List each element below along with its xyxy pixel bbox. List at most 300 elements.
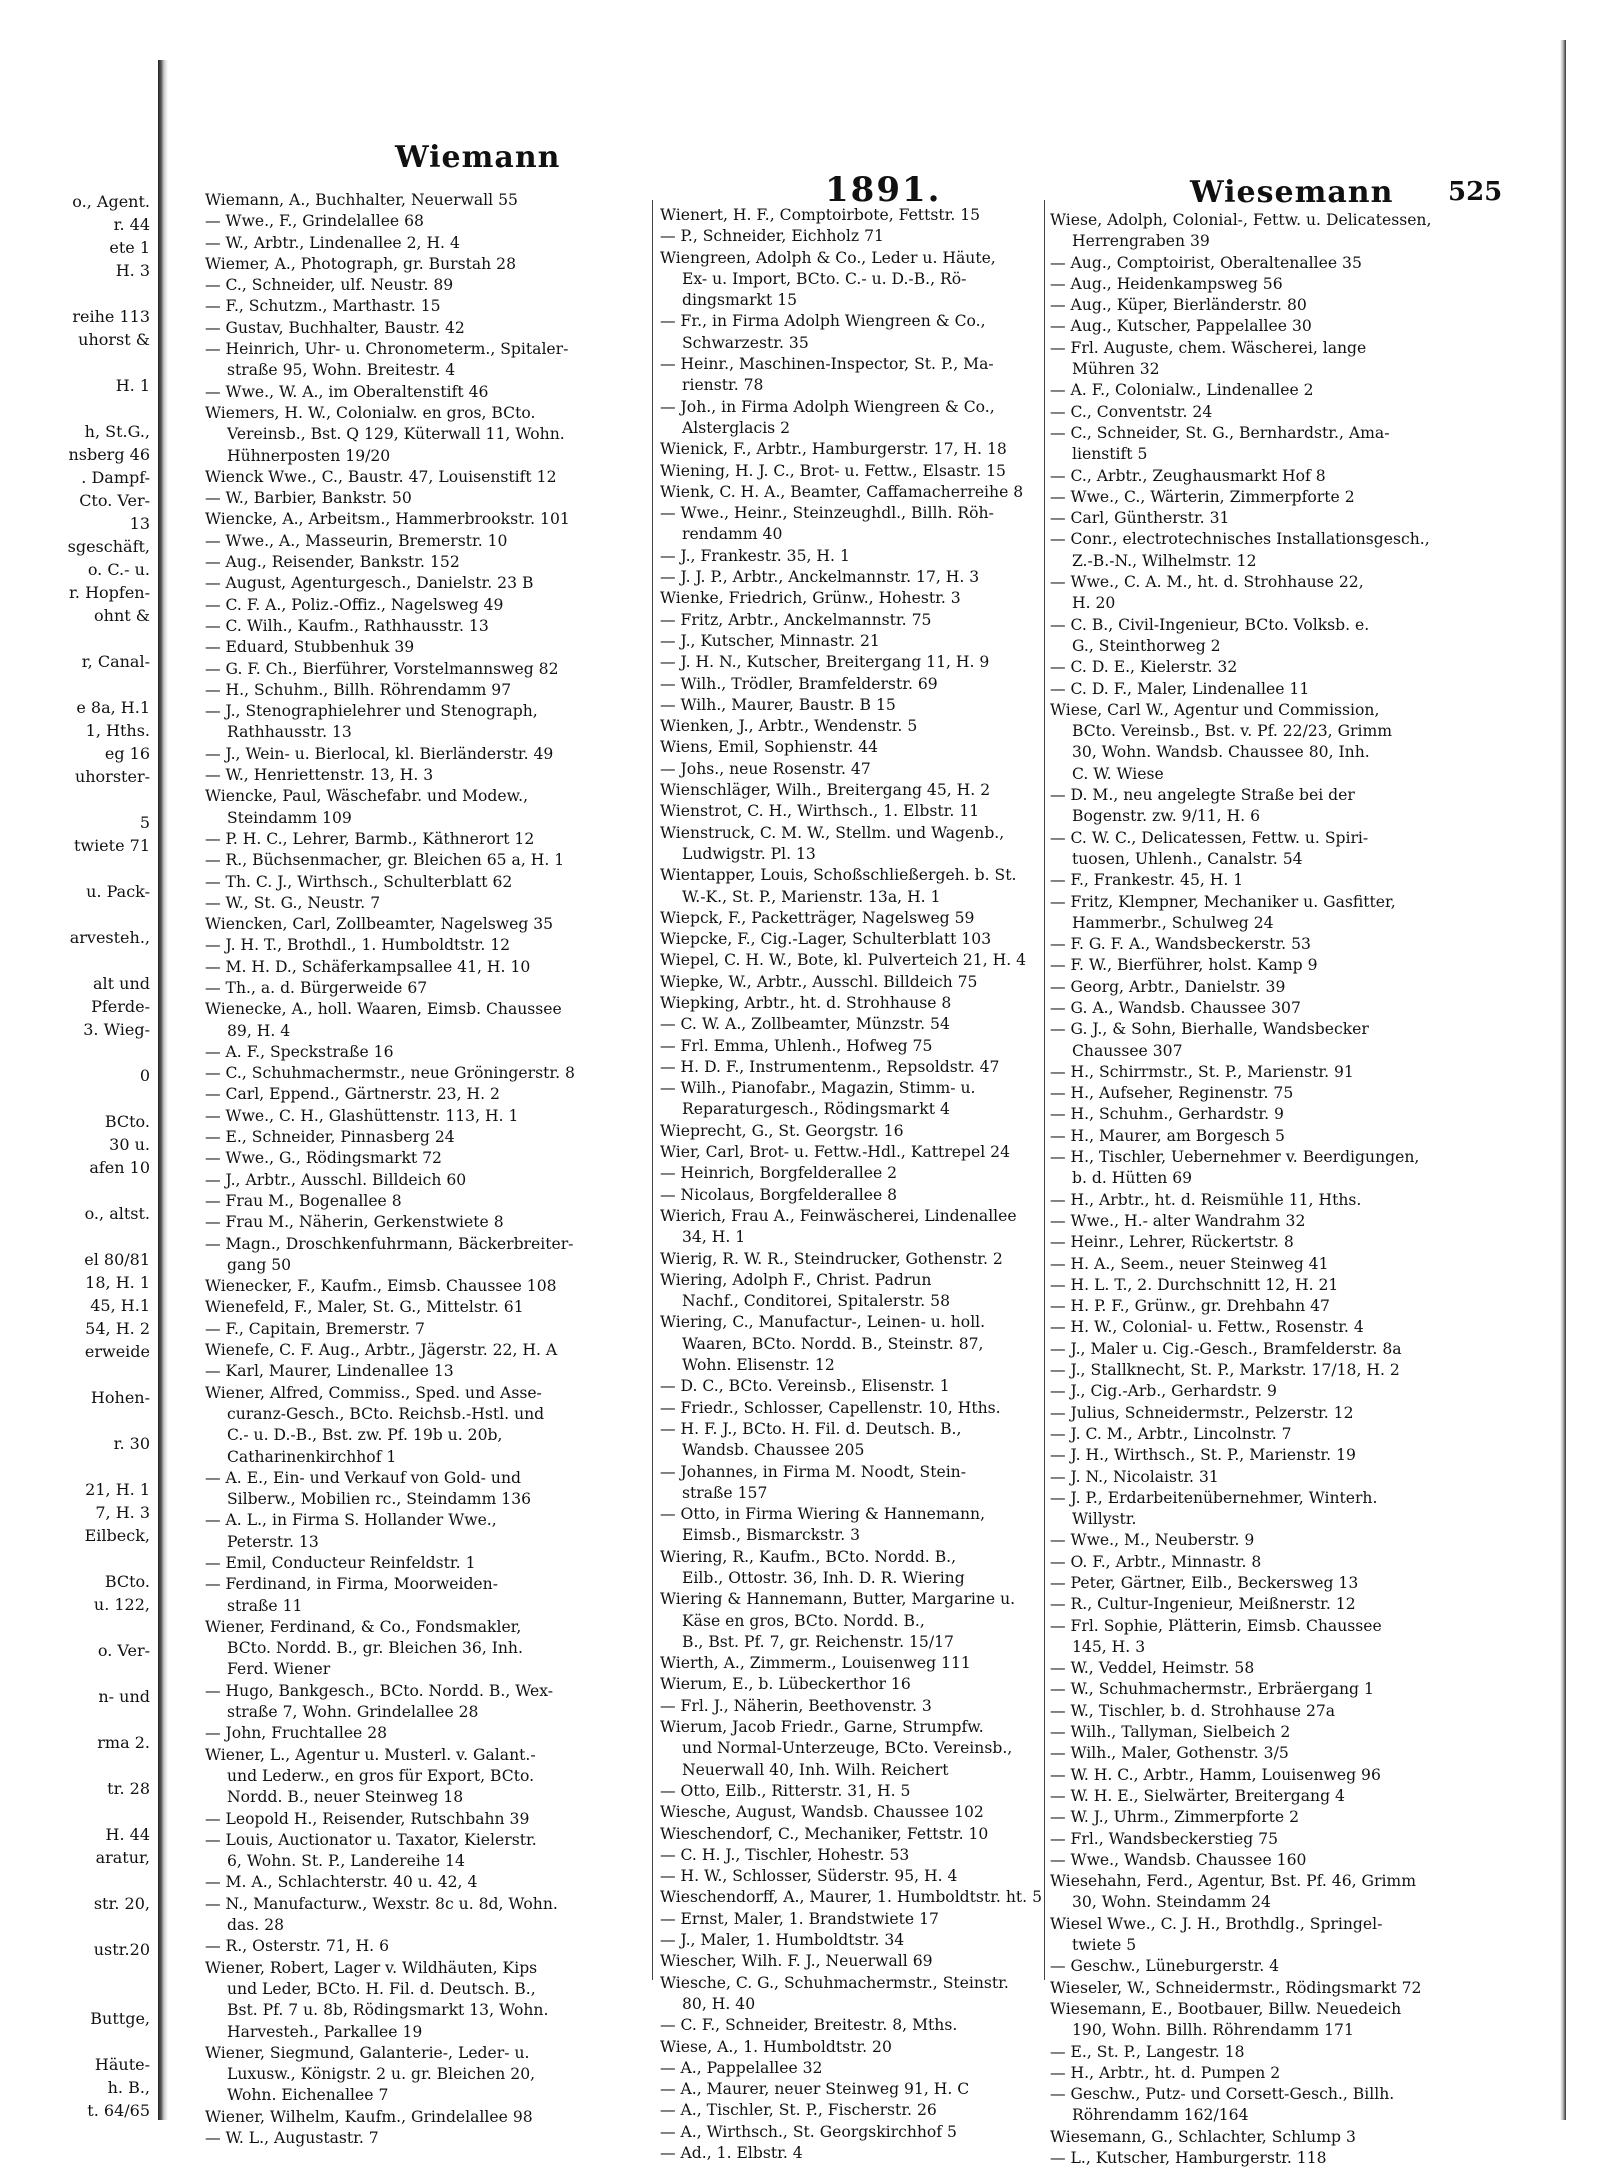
directory-entry-line: — Peter, Gärtner, Eilb., Beckersweg 13	[1050, 1574, 1359, 1592]
directory-entry-line: 145, H. 3	[1072, 1637, 1146, 1656]
directory-entry-line: — J. H. N., Kutscher, Breitergang 11, H. 9	[660, 653, 990, 672]
fragment-line: twiete 71	[73, 836, 150, 855]
directory-entry-line: — C. W. A., Zollbeamter, Münzstr. 54	[660, 1015, 950, 1034]
directory-entry-line: tuosen, Uhlenh., Canalstr. 54	[1072, 849, 1303, 868]
directory-entry-line: — Frau M., Bogenallee 8	[205, 1191, 402, 1210]
directory-entry-line: Wandsb. Chaussee 205	[682, 1441, 865, 1460]
directory-entry-line: — A. E., Ein- und Verkauf von Gold- und	[205, 1468, 521, 1487]
header-right-word: Wiesemann	[1190, 175, 1394, 210]
directory-entry-line: Wierum, E., b. Lübeckerthor 16	[660, 1675, 911, 1694]
directory-entry-line: — Wwe., C. A. M., ht. d. Strohhause 22,	[1050, 573, 1364, 592]
directory-entry-line: — Wwe., F., Grindelallee 68	[205, 212, 424, 231]
fragment-line	[0, 1363, 150, 1386]
fragment-line: ete 1	[109, 238, 150, 257]
fragment-line	[0, 2030, 150, 2053]
directory-entry-line: — Aug., Reisender, Bankstr. 152	[205, 553, 460, 572]
directory-entry-line: — C. B., Civil-Ingenieur, BCto. Volksb. e.	[1050, 615, 1370, 634]
directory-entry-line: — J. J. P., Arbtr., Anckelmannstr. 17, H. 3	[660, 568, 980, 587]
directory-entry-line: Hühnerposten 19/20	[227, 446, 391, 465]
fragment-line: uhorst &	[78, 330, 150, 349]
fragment-line: erweide	[84, 1342, 150, 1361]
fragment-line: u. Pack-	[86, 882, 150, 901]
directory-entry-line: — John, Fruchtallee 28	[205, 1724, 388, 1743]
fragment-line: alt und	[92, 974, 150, 993]
fragment-line: Häute-	[94, 2055, 150, 2074]
directory-entry-line: — Heinr., Maschinen-Inspector, St. P., Ma-	[660, 355, 994, 374]
directory-entry-line: Hammerbr., Schulweg 24	[1072, 913, 1274, 932]
directory-entry-line: Wienk, C. H. A., Beamter, Caffamacherreihe 8	[660, 482, 1024, 501]
fragment-line: o., Agent.	[72, 192, 150, 211]
fragment-line	[0, 1041, 150, 1064]
fragment-line: n- und	[98, 1687, 150, 1706]
directory-entry-line: — R., Cultur-Ingenieur, Meißnerstr. 12	[1050, 1595, 1356, 1614]
directory-entry-line: Wiering, R., Kaufm., BCto. Nordd. B.,	[660, 1547, 957, 1566]
fragment-line	[0, 1547, 150, 1570]
directory-entry-line: — Frl. Auguste, chem. Wäscherei, lange	[1050, 338, 1367, 357]
directory-entry-line: straße 95, Wohn. Breitestr. 4	[227, 361, 456, 380]
directory-entry-line: — W. J., Uhrm., Zimmerpforte 2	[1050, 1808, 1300, 1827]
directory-entry-line: — H. W., Colonial- u. Fettw., Rosenstr. 4	[1050, 1318, 1364, 1337]
directory-entry-line: — C., Schuhmachermstr., neue Gröningerstr. 8	[205, 1064, 575, 1083]
directory-entry-line: — G. A., Wandsb. Chaussee 307	[1050, 998, 1301, 1017]
header-left-word: Wiemann	[395, 140, 561, 175]
directory-entry-line: — Wilh., Maler, Gothenstr. 3/5	[1050, 1744, 1289, 1763]
directory-entry-line: Wiening, H. J. C., Brot- u. Fettw., Elsastr. 15	[660, 461, 1006, 480]
fragment-line: aratur,	[95, 1848, 150, 1867]
directory-entry-line: Wierth, A., Zimmerm., Louisenweg 111	[660, 1654, 971, 1673]
directory-entry-line: Wierich, Frau A., Feinwäscherei, Lindenallee	[660, 1206, 1017, 1225]
directory-entry-line: Wiesehahn, Ferd., Agentur, Bst. Pf. 46, Grimm	[1050, 1872, 1417, 1891]
directory-entry-line: Wiesche, August, Wandsb. Chaussee 102	[660, 1803, 984, 1822]
directory-entry-line: — D. M., neu angelegte Straße bei der	[1050, 786, 1355, 805]
directory-entry-line: — Julius, Schneidermstr., Pelzerstr. 12	[1050, 1403, 1354, 1422]
directory-entry-line: — C. F. A., Poliz.-Offiz., Nagelsweg 49	[205, 595, 504, 614]
fragment-line: nsberg 46	[68, 445, 150, 464]
fragment-line: ustr.20	[93, 1940, 150, 1959]
directory-entry-line: — W., Barbier, Bankstr. 50	[205, 489, 412, 508]
fragment-line	[0, 1087, 150, 1110]
directory-entry-line: — Magn., Droschkenfuhrmann, Bäckerbreiter-	[205, 1234, 574, 1253]
fragment-line	[0, 1961, 150, 1984]
directory-entry-line: — H., Arbtr., ht. d. Reismühle 11, Hths.	[1050, 1190, 1362, 1209]
directory-entry-line: — H., Schirrmstr., St. P., Marienstr. 91	[1050, 1062, 1354, 1081]
directory-entry-line: — F. W., Bierführer, holst. Kamp 9	[1050, 956, 1318, 975]
directory-entry-line: — J., Maler, 1. Humboldtstr. 34	[660, 1931, 905, 1950]
directory-entry-line: — Otto, in Firma Wiering & Hannemann,	[660, 1505, 986, 1524]
directory-entry-line: Wiemann, A., Buchhalter, Neuerwall 55	[205, 191, 518, 209]
directory-entry-line: — J., Frankestr. 35, H. 1	[660, 546, 850, 565]
directory-entry-line: straße 7, Wohn. Grindelallee 28	[227, 1703, 479, 1722]
directory-entry-line: Wiepcke, F., Cig.-Lager, Schulterblatt 103	[660, 930, 992, 949]
fragment-line: ohnt &	[94, 606, 150, 625]
fragment-line: Pferde-	[91, 997, 150, 1016]
directory-entry-line: G., Steinthorweg 2	[1072, 636, 1221, 655]
fragment-line	[0, 1225, 150, 1248]
fragment-line	[0, 282, 150, 305]
directory-entry-line: — Fritz, Klempner, Mechaniker u. Gasfitter,	[1050, 892, 1396, 911]
fragment-line: Cto. Ver-	[79, 491, 150, 510]
directory-entry-line: — Heinrich, Borgfelderallee 2	[660, 1164, 898, 1183]
directory-entry-line: — Eduard, Stubbenhuk 39	[205, 638, 415, 657]
fragment-line: h. B.,	[107, 2078, 150, 2097]
directory-entry-line: — Wwe., W. A., im Oberaltenstift 46	[205, 382, 489, 401]
directory-entry-line: Ludwigstr. Pl. 13	[682, 844, 816, 863]
directory-entry-line: Wohn. Eichenallee 7	[227, 2086, 389, 2105]
directory-entry-line: Wiesemann, E., Bootbauer, Billw. Neuedeich	[1050, 1999, 1402, 2018]
fragment-line	[0, 1179, 150, 1202]
directory-entry-line: Wienecker, F., Kaufm., Eimsb. Chaussee 108	[205, 1277, 557, 1296]
directory-entry-line: — August, Agenturgesch., Danielstr. 23 B	[205, 574, 534, 593]
fragment-line: uhorster-	[74, 767, 150, 786]
directory-entry-line: Wiese, A., 1. Humboldtstr. 20	[660, 2037, 892, 2056]
directory-entry-line: straße 11	[227, 1596, 303, 1615]
directory-entry-line: — Wwe., A., Masseurin, Bremerstr. 10	[205, 531, 508, 550]
fragment-line	[0, 949, 150, 972]
directory-entry-line: rendamm 40	[682, 525, 783, 544]
fragment-line: 18, H. 1	[85, 1273, 150, 1292]
fragment-line: reihe 113	[72, 307, 150, 326]
directory-entry-line: W.-K., St. P., Marienstr. 13a, H. 1	[682, 887, 941, 906]
directory-entry-line: — Heinrich, Uhr- u. Chronometerm., Spitaler-	[205, 340, 569, 359]
directory-entry-line: Schwarzestr. 35	[682, 333, 809, 352]
directory-entry-line: Wieschendorf, C., Mechaniker, Fettstr. 10	[660, 1824, 989, 1843]
directory-entry-line: — W., Tischler, b. d. Strohhause 27a	[1050, 1701, 1336, 1720]
directory-entry-line: — Wilh., Maurer, Baustr. B 15	[660, 695, 896, 714]
directory-entry-line: — H. P. F., Grünw., gr. Drehbahn 47	[1050, 1297, 1330, 1316]
fragment-line: t. 64/65	[87, 2101, 150, 2120]
directory-entry-line: — Leopold H., Reisender, Rutschbahn 39	[205, 1809, 530, 1828]
directory-entry-line: — H., Schuhm., Billh. Röhrendamm 97	[205, 680, 512, 699]
directory-entry-line: Waaren, BCto. Nordd. B., Steinstr. 87,	[682, 1334, 984, 1353]
directory-entry-line: — H. F. J., BCto. H. Fil. d. Deutsch. B.,	[660, 1419, 962, 1438]
directory-entry-line: Wienck Wwe., C., Baustr. 47, Louisenstift 12	[205, 467, 557, 486]
directory-entry-line: 30, Wohn. Wandsb. Chaussee 80, Inh.	[1072, 743, 1370, 762]
directory-entry-line: — Joh., in Firma Adolph Wiengreen & Co.,	[660, 397, 995, 416]
directory-entry-line: — F. G. F. A., Wandsbeckerstr. 53	[1050, 935, 1311, 954]
directory-entry-line: Alsterglacis 2	[682, 418, 791, 437]
fragment-line	[0, 1409, 150, 1432]
directory-entry-line: Wiener, Wilhelm, Kaufm., Grindelallee 98	[205, 2107, 533, 2126]
directory-entry-line: — Wwe., G., Rödingsmarkt 72	[205, 1149, 442, 1168]
directory-entry-line: — P., Schneider, Eichholz 71	[660, 227, 884, 246]
directory-entry-line: Wiencken, Carl, Zollbeamter, Nagelsweg 35	[205, 915, 554, 934]
directory-entry-line: — A., Tischler, St. P., Fischerstr. 26	[660, 2101, 937, 2120]
directory-entry-line: Wiesel Wwe., C. J. H., Brothdlg., Springel-	[1050, 1914, 1383, 1933]
directory-entry-line: — A. L., in Firma S. Hollander Wwe.,	[205, 1511, 497, 1530]
directory-entry-line: Chaussee 307	[1072, 1041, 1183, 1060]
directory-entry-line: Wiese, Adolph, Colonial-, Fettw. u. Delicatessen,	[1050, 211, 1432, 229]
directory-entry-line: — H., Arbtr., ht. d. Pumpen 2	[1050, 2063, 1281, 2082]
fragment-line: r, Canal-	[81, 652, 150, 671]
directory-entry-line: Steindamm 109	[227, 808, 352, 827]
directory-entry-line: Wohn. Elisenstr. 12	[682, 1356, 835, 1375]
directory-entry-line: — G. J., & Sohn, Bierhalle, Wandsbecker	[1050, 1020, 1369, 1039]
fragment-line	[0, 1662, 150, 1685]
directory-entry-line: Wiering & Hannemann, Butter, Margarine u.	[660, 1590, 1016, 1609]
fragment-line: 21, H. 1	[85, 1480, 150, 1499]
directory-entry-line: — F., Frankestr. 45, H. 1	[1050, 871, 1244, 890]
directory-entry-line: — Aug., Heidenkampsweg 56	[1050, 274, 1283, 293]
directory-entry-line: rienstr. 78	[682, 376, 764, 395]
directory-entry-line: Eilb., Ottostr. 36, Inh. D. R. Wiering	[682, 1569, 965, 1587]
directory-entry-line: — Carl, Güntherstr. 31	[1050, 509, 1230, 528]
page-edge	[1560, 40, 1566, 2120]
fragment-line: e 8a, H.1	[76, 698, 150, 717]
directory-entry-line: — H., Aufseher, Reginenstr. 75	[1050, 1084, 1294, 1103]
fragment-line	[0, 1754, 150, 1777]
directory-entry-line: Wiener, Robert, Lager v. Wildhäuten, Kips	[205, 1958, 538, 1977]
directory-entry-line: — H. A., Seem., neuer Steinweg 41	[1050, 1254, 1329, 1273]
fragment-line	[0, 1915, 150, 1938]
directory-entry-line: lienstift 5	[1072, 445, 1148, 464]
directory-entry-line: Wienick, F., Arbtr., Hamburgerstr. 17, H. 18	[660, 440, 1007, 459]
directory-entry-line: — J. H. T., Brothdl., 1. Humboldtstr. 12	[205, 936, 511, 955]
directory-entry-line: — N., Manufacturw., Wexstr. 8c u. 8d, Wohn.	[205, 1894, 558, 1913]
directory-entry-line: — Frl. J., Näherin, Beethovenstr. 3	[660, 1696, 932, 1715]
directory-entry-line: Wieseler, W., Schneidermstr., Rödingsmarkt 72	[1050, 1978, 1422, 1997]
directory-entry-line: dingsmarkt 15	[682, 291, 798, 310]
directory-entry-line: gang 50	[227, 1255, 292, 1274]
fragment-line: tr. 28	[107, 1779, 150, 1798]
directory-entry-line: Wierum, Jacob Friedr., Garne, Strumpfw.	[660, 1718, 984, 1737]
directory-entry-line: — H., Maurer, am Borgesch 5	[1050, 1126, 1285, 1145]
fragment-line: 0	[139, 1066, 150, 1085]
directory-entry-line: — J., Kutscher, Minnastr. 21	[660, 631, 880, 650]
directory-entry-line: — C. F., Schneider, Breitestr. 8, Mths.	[660, 2016, 958, 2035]
fragment-line: Buttge,	[90, 2009, 150, 2028]
directory-entry-line: — Wwe., C., Wärterin, Zimmerpforte 2	[1050, 487, 1355, 506]
directory-entry-line: Z.-B.-N., Wilhelmstr. 12	[1072, 551, 1257, 570]
fragment-line	[0, 351, 150, 374]
directory-entry-line: Wiese, Carl W., Agentur und Commission,	[1050, 700, 1380, 719]
fragment-line	[0, 397, 150, 420]
directory-entry-line: — Otto, Eilb., Ritterstr. 31, H. 5	[660, 1781, 911, 1800]
directory-entry-line: Wienstruck, C. M. W., Stellm. und Wagenb.,	[660, 823, 1005, 842]
directory-entry-line: — Frau M., Näherin, Gerkenstwiete 8	[205, 1213, 504, 1232]
fragment-line: H. 44	[105, 1825, 150, 1844]
directory-entry-line: Neuerwall 40, Inh. Wilh. Reichert	[682, 1760, 949, 1779]
directory-entry-line: — O. F., Arbtr., Minnastr. 8	[1050, 1552, 1262, 1571]
directory-entry-line: — Frl. Emma, Uhlenh., Hofweg 75	[660, 1036, 933, 1055]
directory-entry-line: Wiemers, H. W., Colonialw. en gros, BCto.	[205, 403, 536, 422]
directory-entry-line: Wienken, J., Arbtr., Wendenstr. 5	[660, 717, 918, 736]
directory-entry-line: Peterstr. 13	[227, 1532, 319, 1551]
directory-entry-line: — C. Wilh., Kaufm., Rathhausstr. 13	[205, 616, 489, 635]
directory-entry-line: — Louis, Auctionator u. Taxator, Kielerstr.	[205, 1830, 537, 1849]
directory-entry-line: Vereinsb., Bst. Q 129, Küterwall 11, Wohn.	[227, 425, 565, 444]
directory-entry-line: Eimsb., Bismarckstr. 3	[682, 1526, 861, 1545]
directory-entry-line: — D. C., BCto. Vereinsb., Elisenstr. 1	[660, 1377, 950, 1396]
fragment-line	[0, 627, 150, 650]
directory-entry-line: — R., Büchsenmacher, gr. Bleichen 65 a, H. 1	[205, 851, 565, 870]
fragment-line: 13	[129, 514, 150, 533]
fragment-line: Hohen-	[90, 1388, 150, 1407]
directory-entry-line: 6, Wohn. St. P., Landereihe 14	[227, 1852, 465, 1871]
column-1	[205, 190, 645, 2149]
fragment-line: 7, H. 3	[95, 1503, 150, 1522]
directory-entry-line: Wienefeld, F., Maler, St. G., Mittelstr. 61	[205, 1298, 524, 1317]
directory-entry-line: — C., Schneider, ulf. Neustr. 89	[205, 276, 454, 295]
directory-entry-line: b. d. Hütten 69	[1072, 1169, 1193, 1188]
directory-entry-line: Wier, Carl, Brot- u. Fettw.-Hdl., Kattrepel 24	[660, 1143, 1011, 1162]
directory-entry-line: — Fr., in Firma Adolph Wiengreen & Co.,	[660, 312, 986, 331]
directory-entry-line: Wiescher, Wilh. F. J., Neuerwall 69	[660, 1952, 933, 1971]
directory-entry-line: 30, Wohn. Steindamm 24	[1072, 1893, 1271, 1912]
directory-entry-line: twiete 5	[1072, 1936, 1137, 1955]
directory-entry-line: — J. H., Wirthsch., St. P., Marienstr. 19	[1050, 1446, 1356, 1465]
directory-entry-line: — Conr., electrotechnisches Installationsgesch.,	[1050, 530, 1430, 549]
directory-entry-line: — C., Arbtr., Zeughausmarkt Hof 8	[1050, 466, 1326, 485]
directory-entry-line: — M. H. D., Schäferkampsallee 41, H. 10	[205, 957, 531, 976]
directory-entry-line: — M. A., Schlachterstr. 40 u. 42, 4	[205, 1873, 478, 1892]
directory-entry-line: — Georg, Arbtr., Danielstr. 39	[1050, 977, 1286, 996]
directory-entry-line: — P. H. C., Lehrer, Barmb., Käthnerort 12	[205, 829, 535, 848]
directory-entry-line: Catharinenkirchhof 1	[227, 1447, 397, 1466]
fragment-line	[0, 1800, 150, 1823]
fragment-line: el 80/81	[84, 1250, 150, 1269]
directory-entry-line: — H. D. F., Instrumentenm., Repsoldstr. 47	[660, 1057, 1000, 1076]
directory-entry-line: — C. D. E., Kielerstr. 32	[1050, 658, 1238, 677]
directory-entry-line: — W. H. C., Arbtr., Hamm, Louisenweg 96	[1050, 1765, 1381, 1784]
fragment-line: u. 122,	[93, 1595, 150, 1614]
fragment-line: H. 3	[115, 261, 150, 280]
directory-entry-line: Nachf., Conditorei, Spitalerstr. 58	[682, 1292, 951, 1311]
book-gutter	[158, 60, 168, 2120]
fragment-line: afen 10	[89, 1158, 150, 1177]
directory-entry-line: — Aug., Küper, Bierländerstr. 80	[1050, 296, 1307, 315]
fragment-line: o., altst.	[84, 1204, 150, 1223]
fragment-line: o. C.- u.	[87, 560, 150, 579]
directory-entry-line: Ferd. Wiener	[227, 1660, 331, 1679]
directory-entry-line: Ex- u. Import, BCto. C.- u. D.-B., Rö-	[682, 269, 967, 288]
fragment-line: BCto.	[104, 1572, 150, 1591]
fragment-line	[0, 857, 150, 880]
fragment-line	[0, 1455, 150, 1478]
fragment-line	[0, 1869, 150, 1892]
directory-entry-line: — J., Cig.-Arb., Gerhardstr. 9	[1050, 1382, 1277, 1401]
directory-entry-line: Luxusw., Königstr. 2 u. gr. Bleichen 20,	[227, 2065, 536, 2084]
directory-entry-line: — C. D. F., Maler, Lindenallee 11	[1050, 679, 1310, 698]
directory-entry-line: — Geschw., Putz- und Corsett-Gesch., Billh.	[1050, 2085, 1395, 2104]
directory-entry-line: Wieschendorff, A., Maurer, 1. Humboldtstr. ht. 5	[660, 1888, 1042, 1907]
directory-entry-line: Wiepking, Arbtr., ht. d. Strohhause 8	[660, 993, 952, 1012]
directory-entry-line: Harvesteh., Parkallee 19	[227, 2022, 423, 2041]
directory-entry-line: — Hugo, Bankgesch., BCto. Nordd. B., Wex-	[205, 1681, 554, 1700]
directory-entry-line: — G. F. Ch., Bierführer, Vorstelmannsweg 82	[205, 659, 559, 678]
directory-entry-line: — Wwe., Heinr., Steinzeughdl., Billh. Röh-	[660, 504, 994, 523]
fragment-line: 3. Wieg-	[83, 1020, 150, 1039]
directory-entry-line: Nordd. B., neuer Steinweg 18	[227, 1788, 464, 1807]
directory-entry-line: und Leder, BCto. H. Fil. d. Deutsch. B.,	[227, 1979, 536, 1998]
fragment-line: 30 u.	[109, 1135, 150, 1154]
directory-entry-line: Wienert, H. F., Comptoirbote, Fettstr. 15	[660, 206, 981, 224]
fragment-line: 54, H. 2	[85, 1319, 150, 1338]
directory-entry-line: — Ad., 1. Elbstr. 4	[660, 2144, 803, 2163]
directory-entry-line: 34, H. 1	[682, 1228, 746, 1247]
directory-entry-line: Wiener, Alfred, Commiss., Sped. und Asse-	[205, 1383, 542, 1402]
directory-entry-line: — A. F., Speckstraße 16	[205, 1042, 394, 1061]
directory-entry-line: Röhrendamm 162/164	[1072, 2106, 1249, 2125]
fragment-line	[0, 673, 150, 696]
directory-entry-line: — A. F., Colonialw., Lindenallee 2	[1050, 381, 1314, 400]
directory-entry-line: Reparaturgesch., Rödingsmarkt 4	[682, 1100, 950, 1119]
directory-entry-line: straße 157	[682, 1483, 768, 1502]
directory-entry-line: Wieprecht, G., St. Georgstr. 16	[660, 1121, 904, 1140]
column-3	[1050, 210, 1510, 2169]
directory-entry-line: Wienschläger, Wilh., Breitergang 45, H. 2	[660, 781, 991, 800]
directory-entry-line: — Frl., Wandsbeckerstieg 75	[1050, 1829, 1279, 1848]
directory-entry-line: — W., St. G., Neustr. 7	[205, 893, 381, 912]
directory-entry-line: — Aug., Comptoirist, Oberaltenallee 35	[1050, 253, 1362, 272]
fragment-line: sgeschäft,	[67, 537, 150, 556]
directory-entry-line: — J. P., Erdarbeitenübernehmer, Winterh.	[1050, 1488, 1378, 1507]
column-divider	[652, 200, 653, 1980]
directory-entry-line: — Wwe., Wandsb. Chaussee 160	[1050, 1850, 1307, 1869]
directory-entry-line: Herrengraben 39	[1072, 232, 1210, 251]
directory-entry-line: — W. H. E., Sielwärter, Breitergang 4	[1050, 1786, 1345, 1805]
directory-entry-line: — R., Osterstr. 71, H. 6	[205, 1937, 390, 1956]
directory-entry-line: 89, H. 4	[227, 1021, 291, 1040]
directory-entry-line: — E., Schneider, Pinnasberg 24	[205, 1128, 455, 1147]
directory-entry-line: — F., Schutzm., Marthastr. 15	[205, 297, 441, 316]
directory-entry-line: — Th., a. d. Bürgerweide 67	[205, 978, 428, 997]
directory-entry-line: — A., Maurer, neuer Steinweg 91, H. C	[660, 2080, 970, 2099]
directory-entry-line: Silberw., Mobilien rc., Steindamm 136	[227, 1490, 532, 1509]
directory-entry-line: das. 28	[227, 1916, 285, 1935]
directory-entry-line: — W., Schuhmachermstr., Erbräergang 1	[1050, 1680, 1374, 1699]
fragment-line: str. 20,	[93, 1894, 150, 1913]
directory-entry-line: — W. L., Augustastr. 7	[205, 2129, 379, 2148]
directory-entry-line: — Friedr., Schlosser, Capellenstr. 10, Hths.	[660, 1398, 1001, 1417]
directory-entry-line: — C., Schneider, St. G., Bernhardstr., Ama-	[1050, 423, 1390, 442]
directory-entry-line: — C. W. C., Delicatessen, Fettw. u. Spiri-	[1050, 828, 1369, 847]
directory-entry-line: — W., Henriettenstr. 13, H. 3	[205, 766, 434, 785]
directory-entry-line: Wiener, Siegmund, Galanterie-, Leder- u.	[205, 2043, 530, 2062]
directory-entry-line: Wienefe, C. F. Aug., Arbtr., Jägerstr. 22, H. A	[205, 1341, 558, 1360]
fragment-line: rma 2.	[97, 1733, 150, 1752]
directory-entry-line: — W., Arbtr., Lindenallee 2, H. 4	[205, 233, 460, 252]
page-number: 525	[1448, 177, 1503, 207]
directory-entry-line: — Wilh., Tallyman, Sielbeich 2	[1050, 1723, 1291, 1742]
directory-entry-line: BCto. Nordd. B., gr. Bleichen 36, Inh.	[227, 1639, 523, 1658]
fragment-line: h, St.G.,	[84, 422, 150, 441]
column-2	[660, 205, 1055, 2164]
directory-entry-line: — Heinr., Lehrer, Rückertstr. 8	[1050, 1233, 1294, 1252]
directory-entry-line: Willystr.	[1072, 1510, 1137, 1529]
directory-entry-line: Wiering, C., Manufactur-, Leinen- u. holl.	[660, 1313, 986, 1332]
directory-entry-line: C. W. Wiese	[1072, 764, 1164, 783]
directory-entry-line: Bogenstr. zw. 9/11, H. 6	[1072, 807, 1261, 826]
fragment-line: r. 44	[113, 215, 150, 234]
directory-entry-line: C.- u. D.-B., Bst. zw. Pf. 19b u. 20b,	[227, 1426, 503, 1445]
directory-entry-line: — W., Veddel, Heimstr. 58	[1050, 1659, 1255, 1678]
directory-entry-line: — Aug., Kutscher, Pappelallee 30	[1050, 317, 1312, 336]
directory-entry-line: — Wilh., Pianofabr., Magazin, Stimm- u.	[660, 1079, 976, 1098]
directory-entry-line: — Karl, Maurer, Lindenallee 13	[205, 1362, 454, 1381]
directory-entry-line: — Frl. Sophie, Plätterin, Eimsb. Chaussee	[1050, 1616, 1382, 1635]
directory-entry-line: Wierig, R. W. R., Steindrucker, Gothenstr. 2	[660, 1249, 1003, 1268]
directory-entry-line: — Ferdinand, in Firma, Moorweiden-	[205, 1575, 498, 1594]
directory-entry-line: — Th. C. J., Wirthsch., Schulterblatt 62	[205, 872, 513, 891]
directory-entry-line: — J. N., Nicolaistr. 31	[1050, 1467, 1219, 1486]
directory-entry-line: Wienstrot, C. H., Wirthsch., 1. Elbstr. 11	[660, 802, 980, 821]
directory-entry-line: BCto. Vereinsb., Bst. v. Pf. 22/23, Grimm	[1072, 722, 1393, 741]
directory-entry-line: 80, H. 40	[682, 1994, 756, 2013]
fragment-line: arvesteh.,	[69, 928, 150, 947]
fragment-line: 5	[139, 813, 150, 832]
directory-entry-line: Wiener, Ferdinand, & Co., Fondsmakler,	[205, 1617, 522, 1636]
directory-entry-line: H. 20	[1072, 594, 1116, 613]
